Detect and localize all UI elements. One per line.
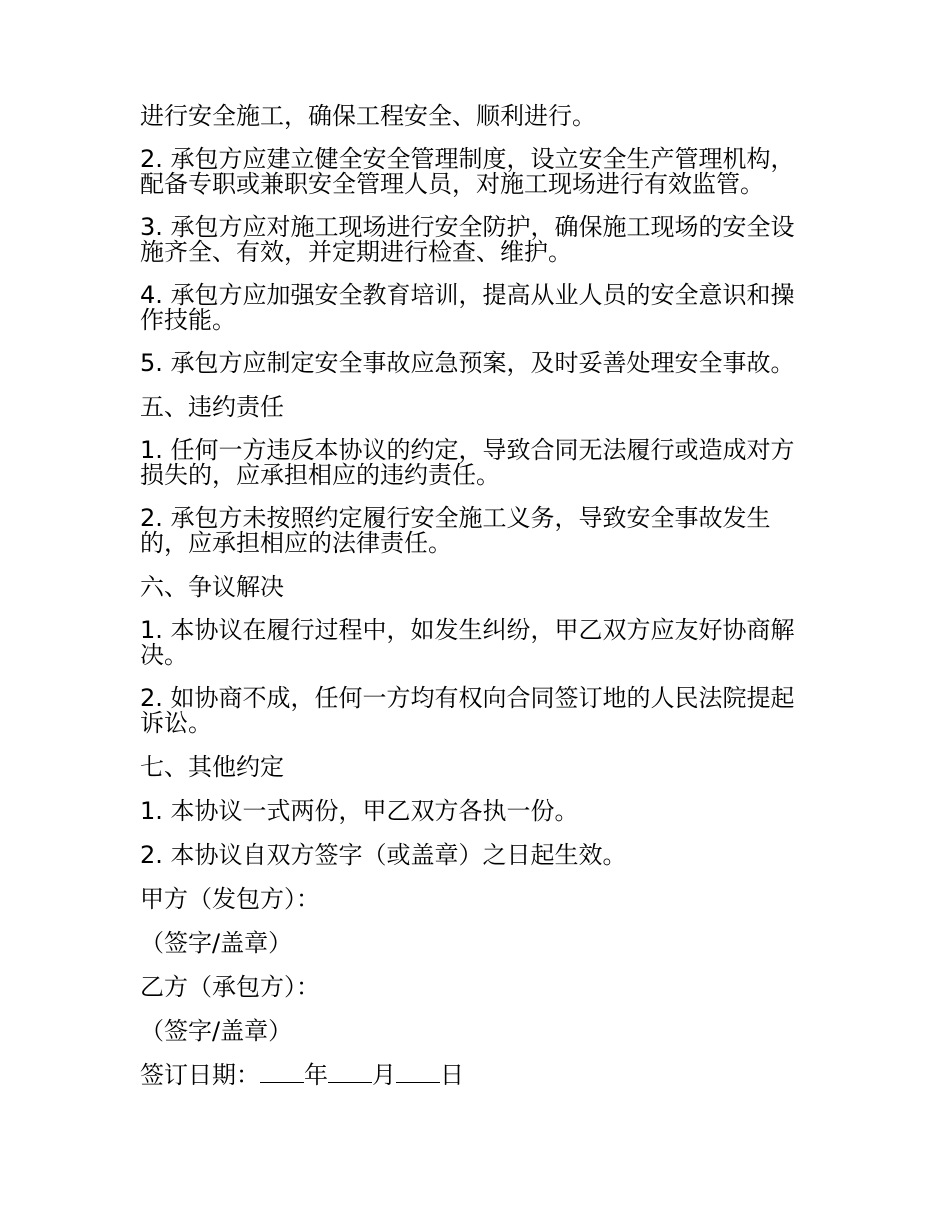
day-blank	[396, 1062, 440, 1083]
section-heading-dispute: 六、争议解决	[140, 573, 284, 601]
month-label: 月	[372, 1061, 396, 1089]
signing-date-row	[140, 1062, 800, 1088]
clause-5-3: 3. 承包方应对施工现场进行安全防护，确保施工现场的安全设施齐全、有效，并定期进行检查、维护。	[140, 213, 795, 266]
signing-date-label: 签订日期：	[140, 1061, 260, 1089]
party-b-label: 乙方（承包方）：	[140, 973, 320, 1001]
clause-5-4: 4. 承包方应加强安全教育培训，提高从业人员的安全意识和操作技能。	[140, 281, 795, 334]
clause-breach-2: 2. 承包方未按照约定履行安全施工义务，导致安全事故发生的，应承担相应的法律责任。	[140, 504, 771, 557]
section-heading-breach: 五、违约责任	[140, 393, 284, 421]
clause-other-2: 2. 本协议自双方签字（或盖章）之日起生效。	[140, 841, 627, 869]
party-a-signature: （签字/盖章）	[140, 929, 293, 957]
clause-breach-1: 1. 任何一方违反本协议的约定，导致合同无法履行或造成对方损失的，应承担相应的违约责任。	[140, 436, 795, 489]
clause-5-2: 2. 承包方应建立健全安全管理制度，设立安全生产管理机构，配备专职或兼职安全管理人员，对施工现场进行有效监管。	[140, 145, 795, 198]
month-blank	[328, 1062, 372, 1083]
section-heading-other: 七、其他约定	[140, 753, 284, 781]
party-a-label: 甲方（发包方）：	[140, 885, 320, 913]
clause-dispute-1: 1. 本协议在履行过程中，如发生纠纷，甲乙双方应友好协商解决。	[140, 616, 795, 669]
party-b-signature: （签字/盖章）	[140, 1017, 293, 1045]
paragraph-safety-construction: 进行安全施工，确保工程安全、顺利进行。	[140, 102, 596, 130]
clause-5-5: 5. 承包方应制定安全事故应急预案，及时妥善处理安全事故。	[140, 349, 795, 377]
document-page	[140, 103, 800, 1088]
clause-dispute-2: 2. 如协商不成，任何一方均有权向合同签订地的人民法院提起诉讼。	[140, 684, 795, 737]
year-blank	[260, 1062, 304, 1083]
day-label: 日	[440, 1061, 464, 1089]
clause-other-1: 1. 本协议一式两份，甲乙双方各执一份。	[140, 797, 579, 825]
year-label: 年	[304, 1061, 328, 1089]
